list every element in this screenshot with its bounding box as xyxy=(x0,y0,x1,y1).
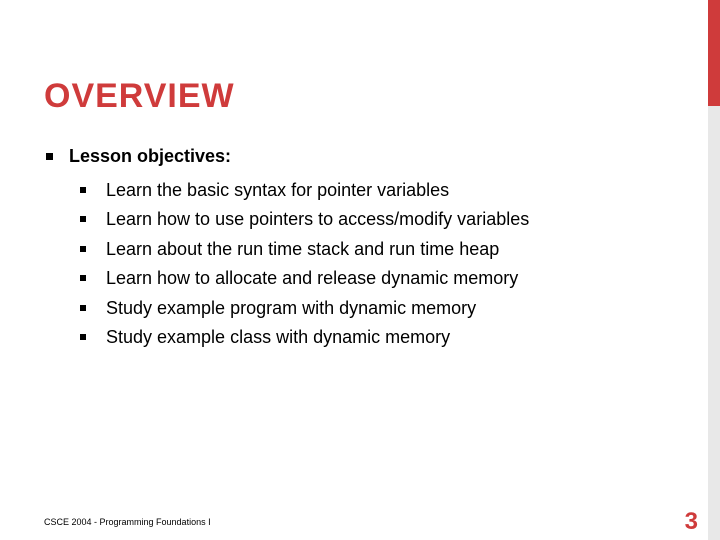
square-bullet-icon xyxy=(80,305,86,311)
square-bullet-icon xyxy=(80,334,86,340)
list-item-text: Study example class with dynamic memory xyxy=(106,327,451,348)
slide-title: OVERVIEW xyxy=(44,77,235,115)
list-item-text: Learn how to use pointers to access/modify variables xyxy=(106,209,530,230)
objectives-heading: Lesson objectives: xyxy=(69,146,232,166)
square-bullet-icon xyxy=(46,153,53,160)
list-item xyxy=(80,323,529,353)
square-bullet-icon xyxy=(80,246,86,252)
list-item xyxy=(80,205,529,235)
square-bullet-icon xyxy=(80,275,86,281)
slide-footer: CSCE 2004 - Programming Foundations I xyxy=(44,517,211,527)
list-item xyxy=(80,234,529,264)
list-item-text: Study example program with dynamic memory xyxy=(106,297,477,318)
square-bullet-icon xyxy=(80,216,86,222)
list-item-text: Learn about the run time stack and run time heap xyxy=(106,238,500,259)
list-item xyxy=(80,293,529,323)
list-item-text: Learn how to allocate and release dynamic memory xyxy=(106,268,519,289)
list-item xyxy=(80,175,529,205)
page-number: 3 xyxy=(684,508,698,535)
right-accent-bar xyxy=(708,0,720,106)
objectives-heading-bullet xyxy=(46,145,231,167)
list-item xyxy=(80,264,529,294)
list-item-text: Learn the basic syntax for pointer variables xyxy=(106,179,450,200)
square-bullet-icon xyxy=(80,187,86,193)
objectives-list xyxy=(80,175,529,352)
